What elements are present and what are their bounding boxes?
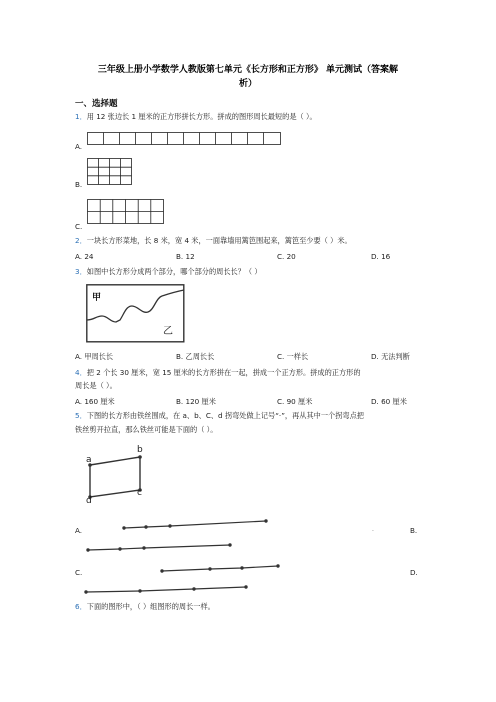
question-2 [75, 236, 352, 246]
option-b: B. 12 [176, 252, 195, 261]
option-d: D. 60 厘米 [371, 397, 407, 406]
option-a: A. [75, 526, 83, 535]
question-text: 一块长方形菜地，长 8 米，宽 4 米，一面靠墙用篱笆围起来，篱笆至少要（ ）米。 [86, 236, 352, 245]
question-number: 2． [75, 236, 87, 245]
option-c: C. 90 厘米 [277, 397, 313, 406]
option-d: D. 无法判断 [371, 352, 410, 361]
option-a: A. 160 厘米 [75, 397, 115, 406]
option-d: D. [410, 568, 418, 577]
option-d-wire [82, 584, 252, 596]
question-5 [75, 411, 364, 421]
question-text: 下面的图形中，（ ）组图形的周长一样。 [86, 602, 215, 611]
label-a: a [86, 455, 92, 465]
option-a-wire [120, 518, 270, 532]
question-6 [75, 602, 215, 612]
question-4 [75, 368, 361, 378]
option-c: C. [75, 568, 83, 577]
question-text: 把 2 个长 30 厘米，宽 15 厘米的长方形拼在一起，拼成一个正方形。拼成的正方形的 [86, 368, 361, 377]
question-4-cont: 周长是（ ）。 [75, 381, 117, 390]
q1-figure-b [87, 158, 133, 186]
option-b: B. [410, 526, 418, 535]
section-heading: 一、选择题 [75, 99, 118, 109]
option-c: C. 一样长 [277, 352, 309, 361]
option-a: A. 甲周长长 [75, 352, 114, 361]
question-number: 6． [75, 602, 87, 611]
label-yi: 乙 [163, 326, 173, 337]
option-c-wire [158, 562, 284, 574]
question-number: 4． [75, 368, 87, 377]
option-c: C. [75, 222, 83, 231]
question-number: 1． [75, 112, 87, 121]
question-3 [75, 267, 262, 277]
page-title: 三年级上册小学数学人教版第七单元《长方形和正方形》 单元测试（答案解 [97, 65, 399, 75]
option-b: B. [75, 180, 83, 189]
label-d: d [86, 496, 92, 506]
label-jia: 甲 [92, 293, 102, 303]
question-text: 下图的长方形由铁丝围成，在 a、b、C、d 拐弯处做上记号“·”，再从其中一个拐弯点把 [86, 411, 364, 420]
question-1 [75, 112, 317, 122]
question-number: 3． [75, 267, 87, 276]
option-a: A. [75, 142, 83, 151]
question-5-cont: 铁丝剪开拉直，那么铁丝可能是下面的（ ）。 [75, 425, 218, 434]
label-c: c [137, 488, 142, 498]
option-b-wire [84, 542, 234, 554]
option-d: D. 16 [371, 252, 391, 261]
question-text: 用 12 张边长 1 厘米的正方形拼长方形。拼成的图形周长最短的是（ ）。 [86, 112, 317, 121]
option-b: B. 乙周长长 [176, 352, 215, 361]
option-b: B. 120 厘米 [176, 397, 216, 406]
option-a: A. 24 [75, 252, 94, 261]
option-c: C. 20 [277, 252, 296, 261]
question-text: 如图中长方形分成两个部分，哪个部分的周长长？（ ） [86, 267, 262, 276]
question-number: 5． [75, 411, 87, 420]
q1-figure-a [87, 132, 287, 146]
q1-figure-c [87, 199, 167, 225]
page-title-cont: 析） [238, 79, 257, 89]
label-b: b [137, 445, 143, 455]
